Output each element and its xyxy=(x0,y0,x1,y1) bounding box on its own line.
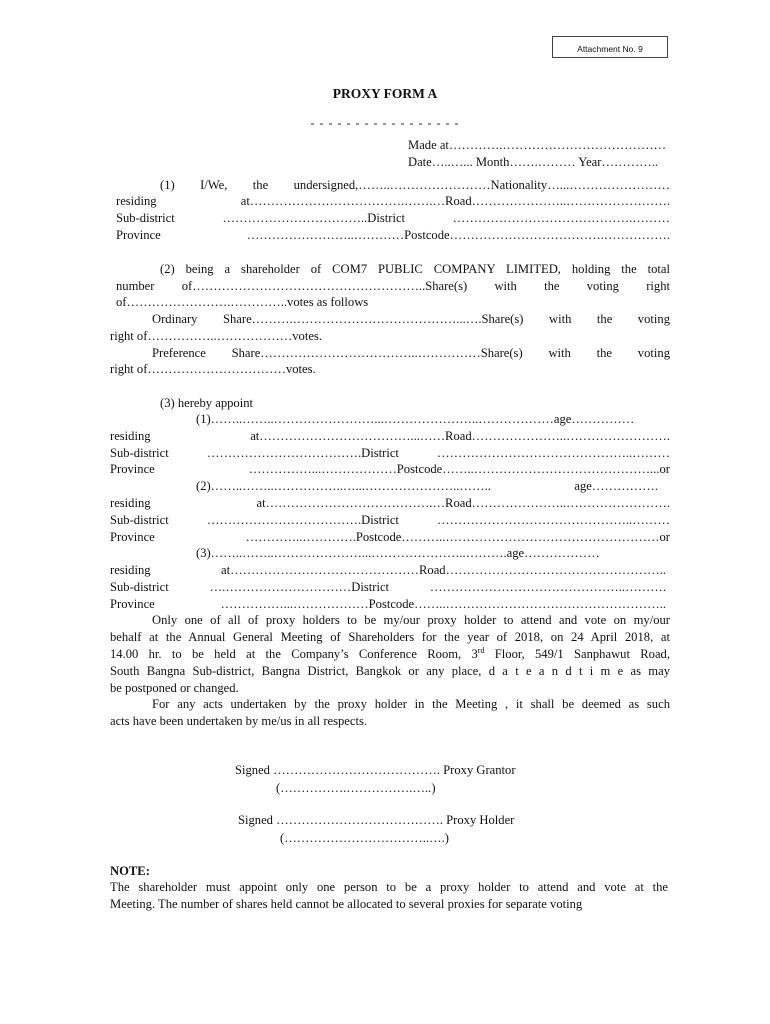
s3-p1-residing: residing at………………………………...……Road…………………..……………………. xyxy=(110,429,670,443)
signature-holder-name: (……………………………..….) xyxy=(280,831,449,845)
title-separator: - - - - - - - - - - - - - - - - - xyxy=(310,116,460,130)
s3-p1-name: (1)……..……..……………………...…………………..………………age…………… xyxy=(196,412,635,426)
s3-p1-province: Province ……………...………………Postcode……..……………………………………...or xyxy=(110,462,670,476)
s3-p2-province: Province …………..………….Postcode………..……………………………………………or xyxy=(110,530,670,544)
s3-p2-name: (2)……..……..……………..…...…………………..…….. age……………. xyxy=(196,479,658,493)
s3-heading: (3) hereby appoint xyxy=(160,396,254,410)
signature-grantor-name: (…………….…………….…..) xyxy=(276,781,436,795)
note-line-2: Meeting. The number of shares held cannot be allocated to several proxies for separate voting xyxy=(110,897,583,911)
para-only-3: 14.00 hr. to be held at the Company’s Conference Room, 3rd Floor, 549/1 Sanphawut Road, xyxy=(110,645,670,661)
signature-holder: Signed …………………………………. Proxy Holder xyxy=(238,813,515,827)
s3-p3-province: Province ……………...………………Postcode……..…………………………………………….. xyxy=(110,597,666,611)
note-heading: NOTE: xyxy=(110,864,150,878)
para-only-5: be postponed or changed. xyxy=(110,681,239,695)
s3-p1-subdistrict: Sub-district ……………………………….District ………………………………………..……… xyxy=(110,446,670,460)
form-title: PROXY FORM A xyxy=(332,86,438,101)
para-only-4: South Bangna Sub-district, Bangna District, Bangkok or any place, d a t e a n d t i m e as may xyxy=(110,664,670,678)
para-only-1: Only one of all of proxy holders to be my/our proxy holder to attend and vote on my/our xyxy=(152,613,670,627)
s1-line-3: Sub-district ……………………………..District …………………………………….……… xyxy=(116,211,670,225)
note-line-1: The shareholder must appoint only one person to be a proxy holder to attend and vote at the xyxy=(110,880,668,894)
s1-line-1: (1) I/We, the undersigned,……..……………………Nationality…...…………………… xyxy=(160,178,670,192)
s3-p2-residing: residing at………………………………….…Road…………………..……………………. xyxy=(110,496,670,510)
attachment-box: Attachment No. 9 xyxy=(552,36,668,58)
s2-line-1: (2) being a shareholder of COM7 PUBLIC COMPANY LIMITED, holding the total xyxy=(160,262,670,276)
para-acts-1: For any acts undertaken by the proxy holder in the Meeting , it shall be deemed as such xyxy=(152,697,670,711)
s3-p3-subdistrict: Sub-district ….…………………………District ………………………………………..………. xyxy=(110,580,666,594)
s3-p3-name: (3)……..……..…………………...…………………..……….age……………… xyxy=(196,546,600,560)
date-field: Date…..…... Month…….……… Year………….. xyxy=(408,155,659,169)
s2-line-5: right of……………..………………votes. xyxy=(110,329,322,343)
s2-line-6: Preference Share………………………………..……………Share(s) with the voting xyxy=(152,346,670,360)
s2-line-3: of…………………….…………..votes as follows xyxy=(116,295,369,309)
s2-line-2: number of………………………………………………..Share(s) with the voting right xyxy=(116,279,670,293)
para-only-2: behalf at the Annual General Meeting of Shareholders for the year of 2018, on 24 April 2018, at xyxy=(110,630,670,644)
s2-line-4: Ordinary Share……….…………………………………...….Share(s) with the voting xyxy=(152,312,670,326)
signature-grantor: Signed …………………………………. Proxy Grantor xyxy=(235,763,516,777)
s3-p3-residing: residing at………………………………………Road…………………………………………….. xyxy=(110,563,666,577)
s2-line-7: right of……………………………votes. xyxy=(110,362,316,376)
s3-p2-subdistrict: Sub-district ……………………………….District ………………………………………..……… xyxy=(110,513,670,527)
s1-line-2: residing at……………………………….…….…Road…………………..……………………. xyxy=(116,194,670,208)
para-acts-2: acts have been undertaken by me/us in all respects. xyxy=(110,714,368,728)
s1-line-4: Province ……………………..…………Postcode……………………………….……………. xyxy=(116,228,670,242)
made-at-field: Made at………….………………………………… xyxy=(408,138,667,152)
